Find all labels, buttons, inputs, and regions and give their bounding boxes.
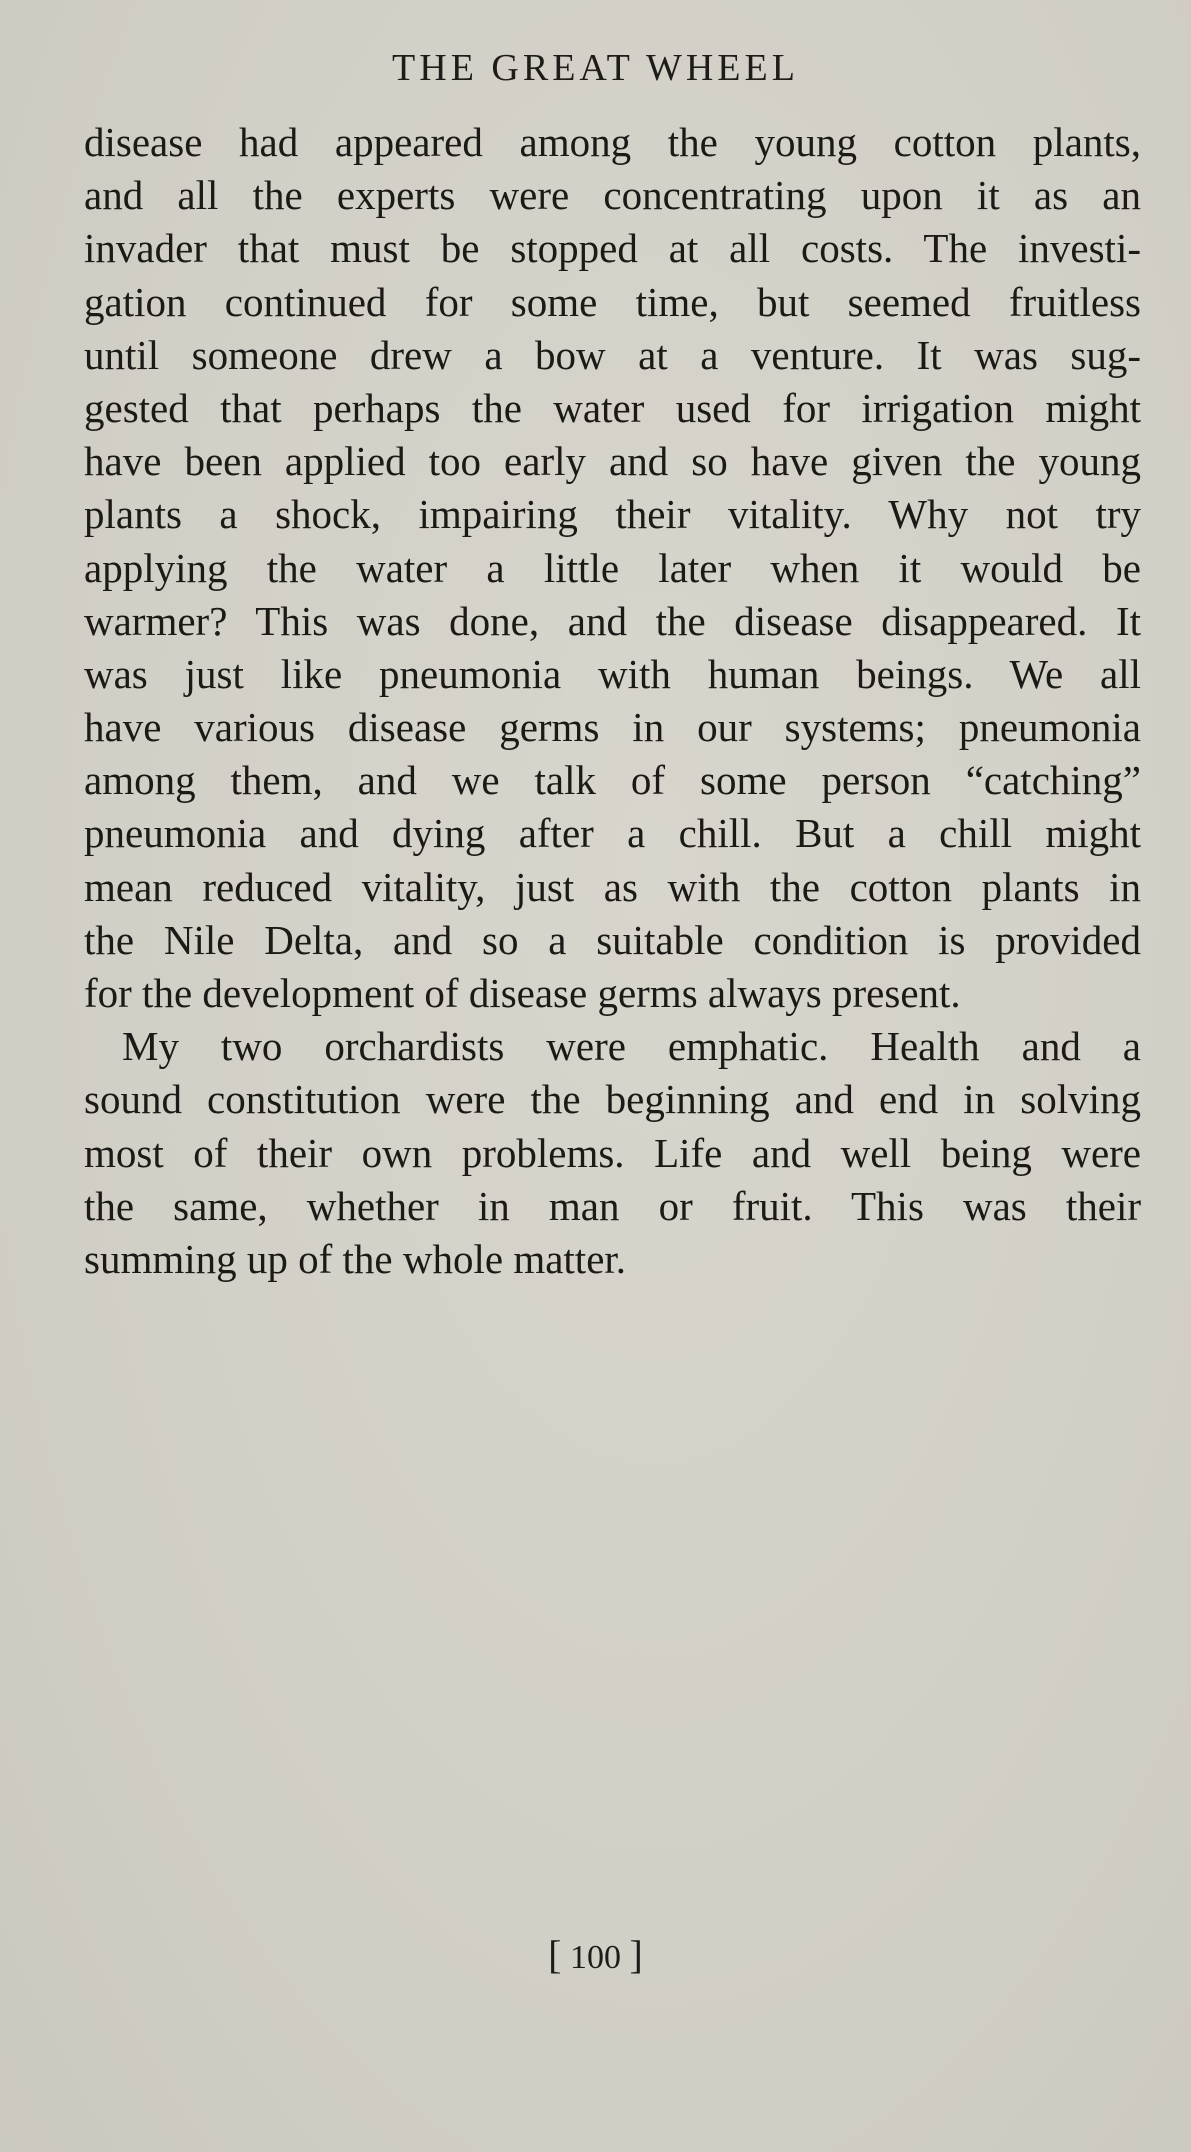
- folio-close-bracket: ]: [629, 1932, 643, 1977]
- folio-number: 100: [570, 1939, 621, 1976]
- text-line: pneumonia and dying after a chill. But a chill might: [84, 810, 1141, 857]
- text-line: mean reduced vitality, just as with the cotton plants in: [84, 863, 1141, 910]
- paragraph-2: [84, 1020, 1141, 1286]
- text-line: was just like pneumonia with human beings. We all: [84, 650, 1141, 697]
- text-line: summing up of the whole matter.: [84, 1235, 627, 1282]
- running-head: THE GREAT WHEEL: [392, 47, 799, 89]
- folio-open-bracket: [: [548, 1932, 562, 1977]
- text-line: have various disease germs in our systems; pneumonia: [84, 704, 1141, 751]
- text-line: invader that must be stopped at all costs. The investi-: [84, 225, 1141, 272]
- text-line: and all the experts were concentrating upon it as an: [84, 172, 1141, 219]
- text-line: the Nile Delta, and so a suitable condition is provided: [84, 916, 1141, 963]
- text-line: gested that perhaps the water used for irrigation might: [84, 384, 1141, 431]
- body-text: [84, 116, 1141, 1286]
- text-line: disease had appeared among the young cotton plants,: [84, 119, 1141, 165]
- text-line: the same, whether in man or fruit. This was their: [84, 1182, 1141, 1229]
- text-line: have been applied too early and so have given the young: [84, 438, 1141, 485]
- text-line: for the development of disease germs always present.: [84, 970, 961, 1016]
- text-line: sound constitution were the beginning and end in solving: [84, 1076, 1141, 1123]
- paragraph-1: [84, 116, 1141, 1020]
- page-number: [0, 1930, 1191, 1983]
- text-line: most of their own problems. Life and well being were: [84, 1129, 1141, 1176]
- text-line: until someone drew a bow at a venture. It was sug-: [84, 331, 1141, 378]
- text-line: gation continued for some time, but seemed fruitless: [84, 278, 1141, 325]
- text-line: My two orchardists were emphatic. Health and a: [122, 1023, 1141, 1070]
- text-line: among them, and we talk of some person “catching”: [84, 757, 1141, 804]
- text-line: plants a shock, impairing their vitality. Why not try: [84, 491, 1141, 538]
- text-line: warmer? This was done, and the disease disappeared. It: [84, 597, 1141, 644]
- text-line: applying the water a little later when it would be: [84, 544, 1141, 591]
